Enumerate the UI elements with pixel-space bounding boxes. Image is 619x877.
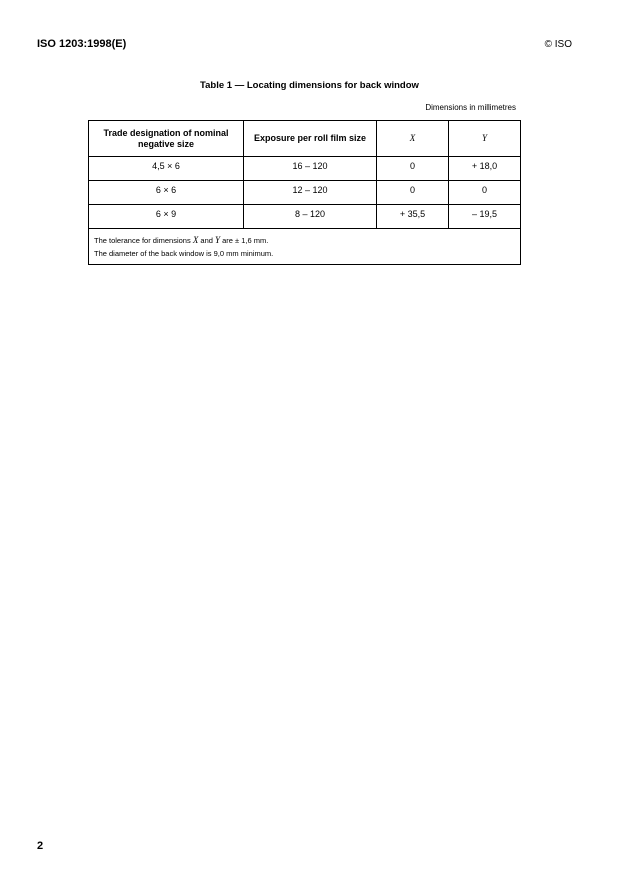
table-cell-y: – 19,5 — [449, 205, 521, 229]
locating-dimensions-table — [88, 120, 521, 265]
table-row — [89, 181, 521, 205]
copyright-notice: © ISO — [544, 39, 572, 50]
table-notes-row — [89, 229, 521, 265]
table-cell-size: 6 × 9 — [89, 205, 244, 229]
standard-identifier: ISO 1203:1998(E) — [37, 38, 127, 50]
diameter-note: The diameter of the back window is 9,0 mm minimum. — [94, 249, 274, 258]
tolerance-note: The tolerance for dimensions X and Y are ± 1,6 mm. — [94, 235, 269, 245]
column-header-x: X — [377, 121, 449, 157]
table-cell-x: + 35,5 — [377, 205, 449, 229]
units-note: Dimensions in millimetres — [425, 103, 516, 112]
table-notes — [89, 229, 521, 265]
table-cell-y: + 18,0 — [449, 157, 521, 181]
table-title: Table 1 — Locating dimensions for back window — [200, 80, 419, 91]
column-header-y: Y — [449, 121, 521, 157]
table-cell-exposure: 16 – 120 — [244, 157, 377, 181]
table-cell-x: 0 — [377, 157, 449, 181]
table-row — [89, 205, 521, 229]
table-cell-exposure: 8 – 120 — [244, 205, 377, 229]
page-number: 2 — [37, 840, 44, 852]
column-header-exposure: Exposure per roll film size — [244, 121, 377, 157]
table-header-row — [89, 121, 521, 157]
column-header-trade-designation: Trade designation of nominal negative size — [89, 121, 244, 157]
table-cell-size: 4,5 × 6 — [89, 157, 244, 181]
table-row — [89, 157, 521, 181]
table-cell-size: 6 × 6 — [89, 181, 244, 205]
table-cell-x: 0 — [377, 181, 449, 205]
table-cell-y: 0 — [449, 181, 521, 205]
table-cell-exposure: 12 – 120 — [244, 181, 377, 205]
